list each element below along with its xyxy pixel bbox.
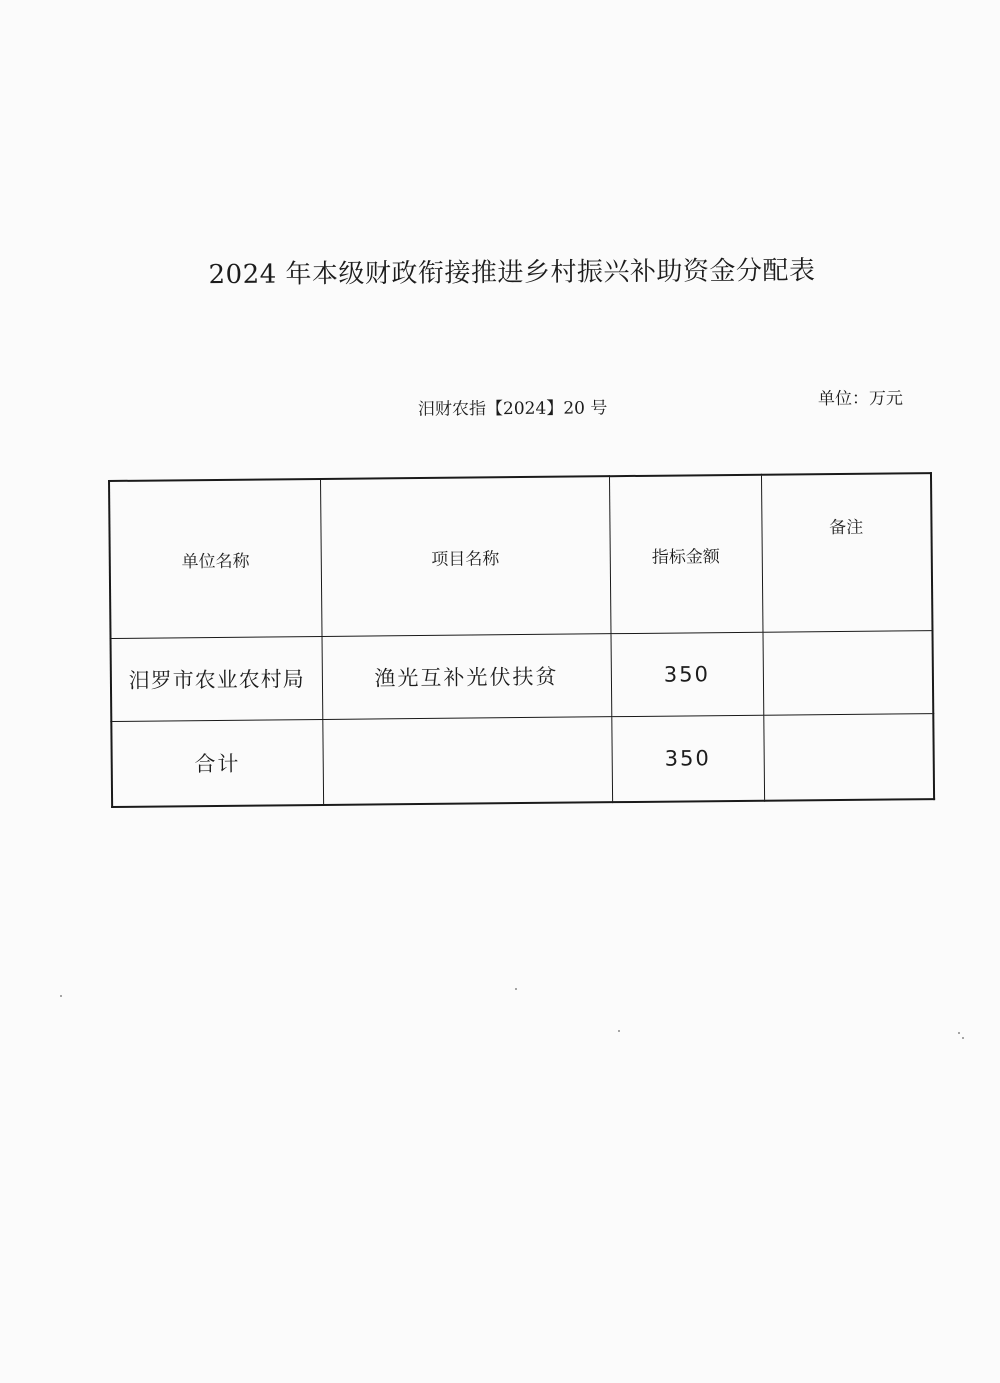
cell-project-name: 渔光互补光伏扶贫	[322, 634, 612, 720]
document-title: 2024 年本级财政衔接推进乡村振兴补助资金分配表	[208, 255, 816, 291]
scan-speck	[958, 1032, 960, 1034]
total-remark	[763, 714, 934, 801]
allocation-table-wrapper	[108, 472, 933, 808]
header-unit-name: 单位名称	[109, 479, 322, 639]
total-amount: 350	[611, 715, 764, 802]
cell-remark	[762, 631, 933, 716]
header-remark: 备注	[761, 473, 933, 632]
total-label: 合计	[111, 719, 323, 807]
scan-speck	[515, 988, 517, 990]
total-row	[111, 714, 934, 807]
allocation-table	[108, 472, 935, 808]
cell-amount: 350	[610, 632, 763, 716]
table-row	[111, 631, 934, 722]
document-number: 汨财农指【2024】20 号	[417, 398, 608, 420]
scan-speck	[618, 1030, 620, 1032]
scan-speck	[60, 995, 62, 997]
table-header-row	[109, 473, 932, 638]
unit-label: 单位：万元	[817, 388, 904, 410]
cell-unit-name: 汨罗市农业农村局	[111, 636, 323, 721]
scan-speck	[962, 1037, 964, 1039]
total-project-name	[322, 717, 612, 805]
header-amount: 指标金额	[609, 475, 763, 634]
header-project-name: 项目名称	[320, 476, 610, 636]
